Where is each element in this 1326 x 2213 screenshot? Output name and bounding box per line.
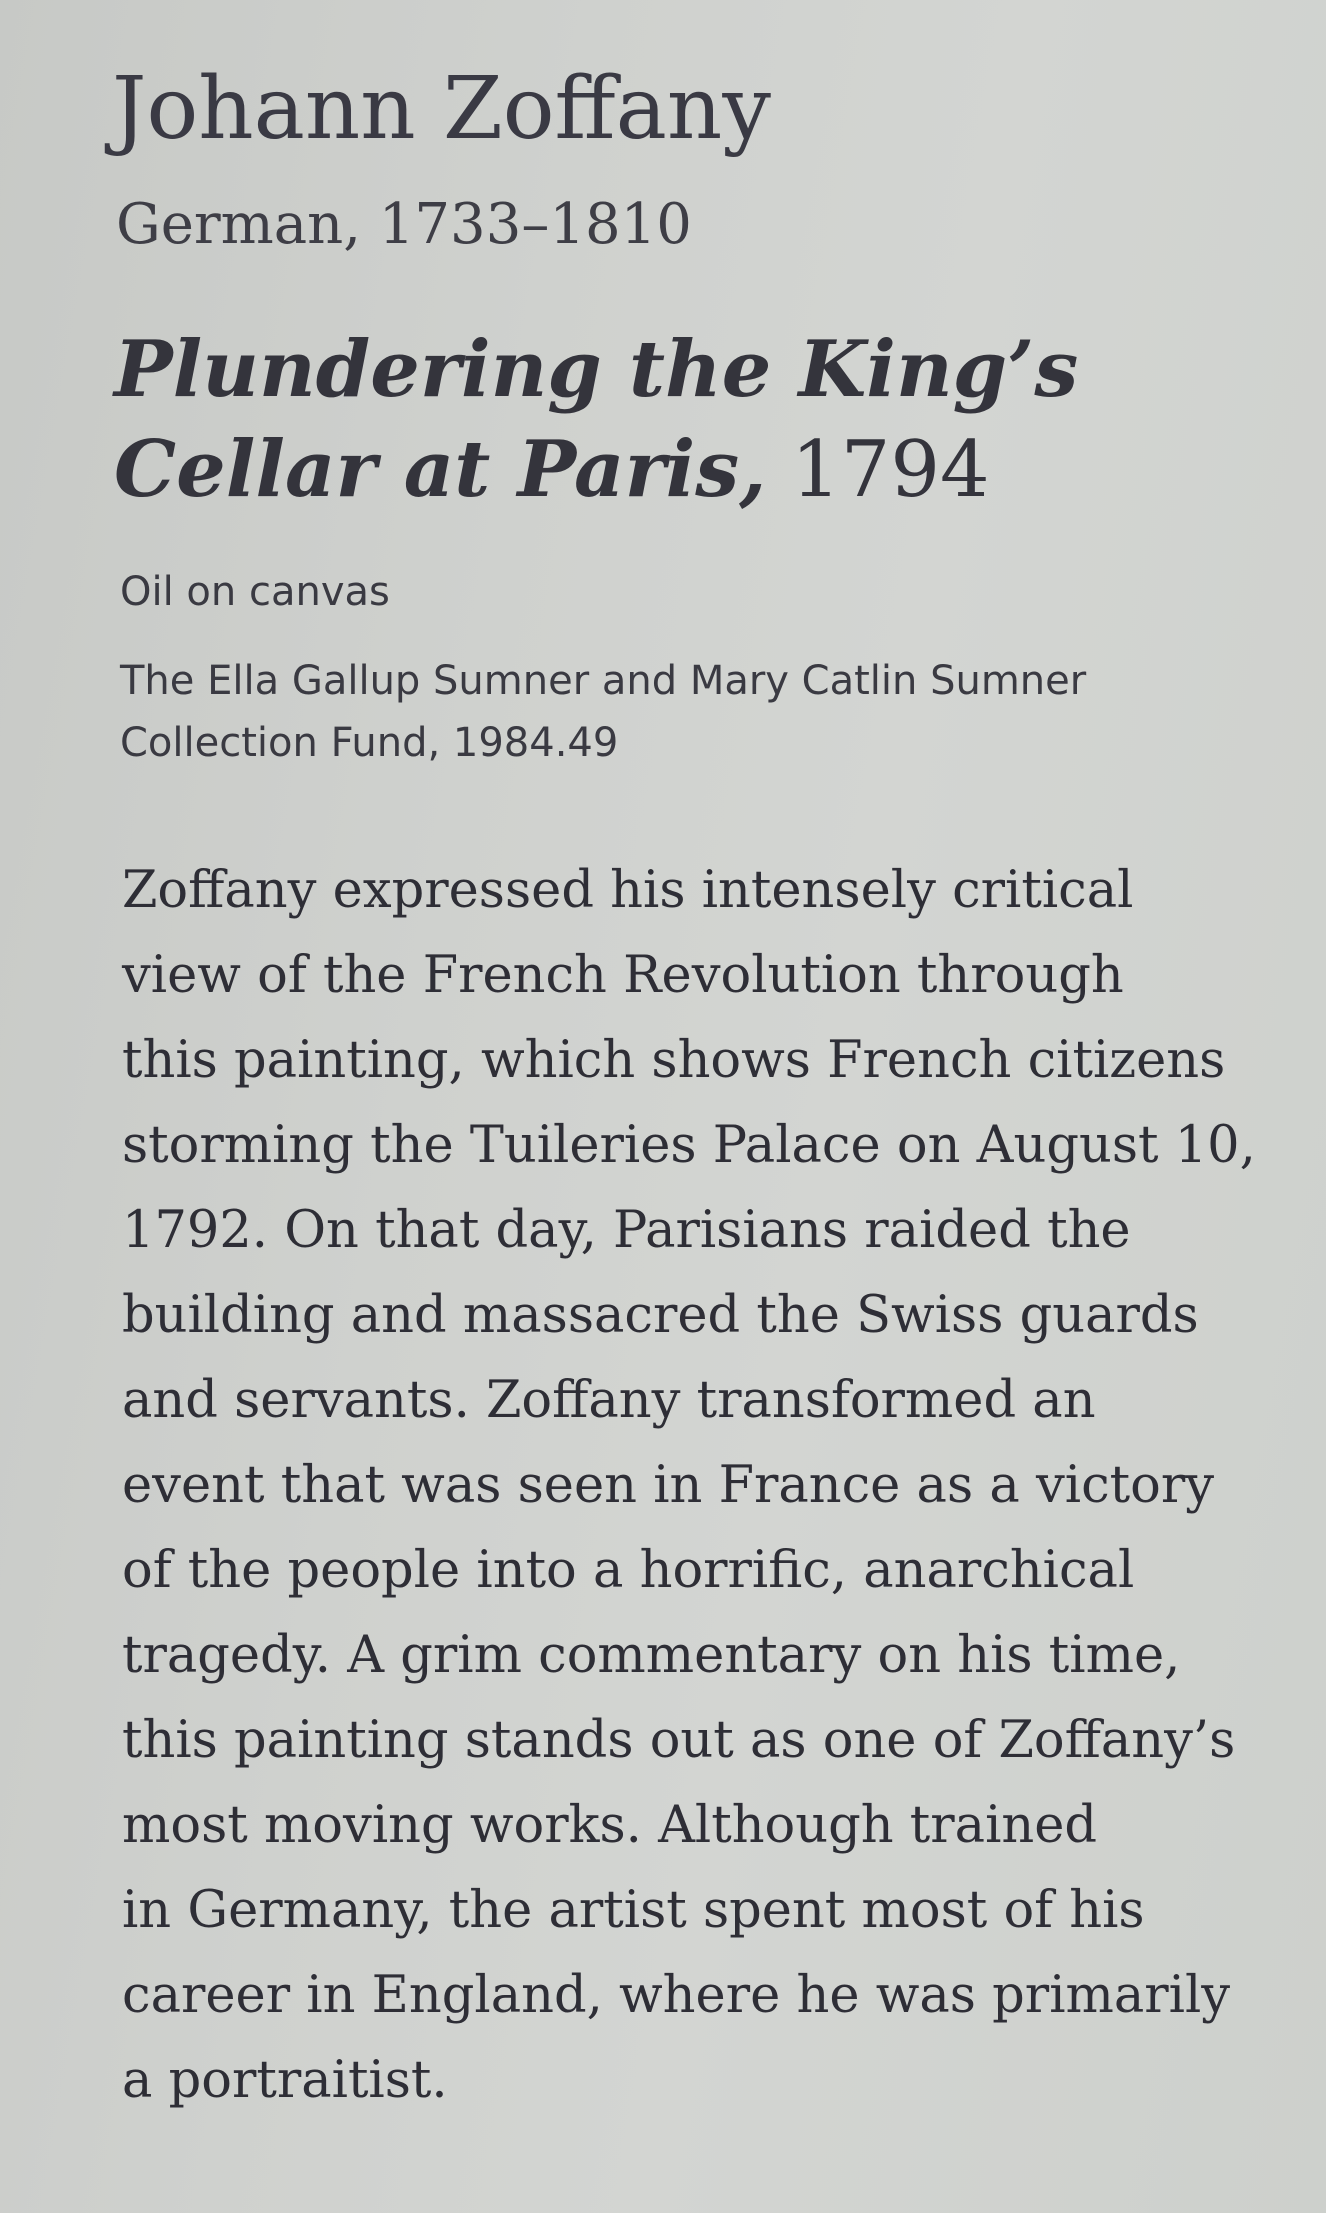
artwork-description <box>122 848 1272 2123</box>
artist-name: Johann Zoffany <box>112 59 771 159</box>
description-line: view of the French Revolution through <box>122 946 1124 1005</box>
artwork-title <box>114 320 1264 520</box>
description-line: storming the Tuileries Palace on August 10, <box>122 1116 1256 1175</box>
credit-line-row: The Ella Gallup Sumner and Mary Catlin Sumner <box>120 658 1087 704</box>
description-line: Zoffany expressed his intensely critical <box>122 861 1134 920</box>
description-line: tragedy. A grim commentary on his time, <box>122 1626 1181 1685</box>
description-line: this painting stands out as one of Zoffany’s <box>122 1711 1236 1770</box>
description-line: building and massacred the Swiss guards <box>122 1286 1199 1345</box>
artwork-medium: Oil on canvas <box>120 569 390 615</box>
description-line: of the people into a horrific, anarchical <box>122 1541 1135 1600</box>
description-line: and servants. Zoffany transformed an <box>122 1371 1096 1430</box>
artwork-year: 1794 <box>791 425 990 515</box>
description-line: a portraitist. <box>122 2051 448 2110</box>
description-line: most moving works. Although trained <box>122 1796 1098 1855</box>
description-line: career in England, where he was primarily <box>122 1966 1231 2025</box>
description-line: this painting, which shows French citizens <box>122 1031 1226 1090</box>
artwork-title-text: Plundering the King’s Cellar at Paris, <box>114 324 1079 515</box>
description-line: in Germany, the artist spent most of his <box>122 1881 1145 1940</box>
description-line: event that was seen in France as a victory <box>122 1456 1215 1515</box>
description-line: 1792. On that day, Parisians raided the <box>122 1201 1131 1260</box>
credit-line <box>120 650 1120 774</box>
credit-line-row: Collection Fund, 1984.49 <box>120 720 619 766</box>
artist-nationality-dates: German, 1733–1810 <box>116 192 692 257</box>
